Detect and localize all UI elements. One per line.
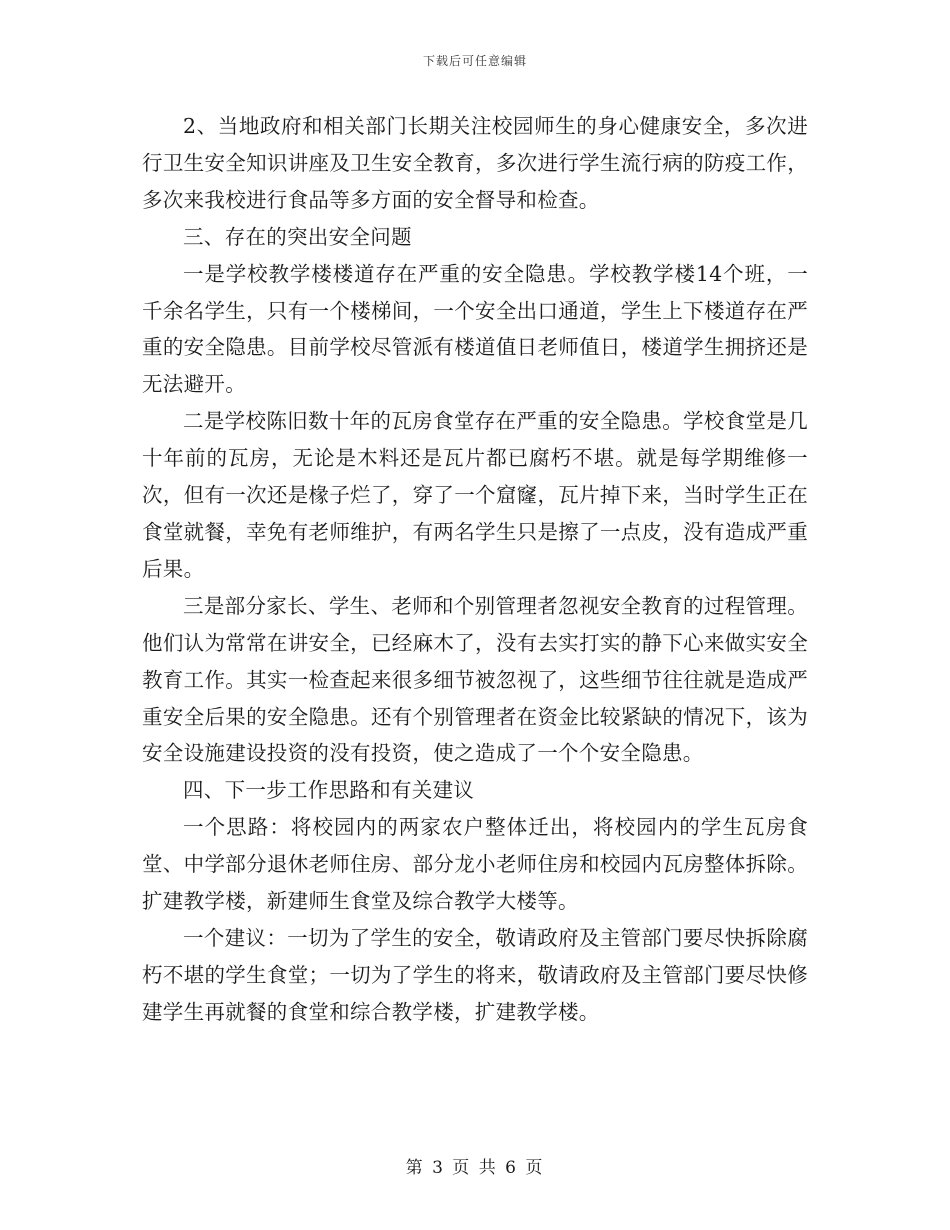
section-heading-4: 四、下一步工作思路和有关建议 (183, 778, 475, 803)
document-body (142, 108, 808, 1031)
section-heading-3: 三、存在的突出安全问题 (183, 224, 412, 249)
paragraph-6: 一个建议：一切为了学生的安全，敬请政府及主管部门要尽快拆除腐朽不堪的学生食堂；一切为了学生的将来，敬请政府及主管部门要尽快修建学生再就餐的食堂和综合教学楼，扩建教学楼。 (142, 925, 808, 1024)
paragraph-1: 2、当地政府和相关部门长期关注校园师生的身心健康安全，多次进行卫生安全知识讲座及卫生安全教育，多次进行学生流行病的防疫工作，多次来我校进行食品等多方面的安全督导和检查。 (142, 114, 808, 212)
paragraph-3: 二是学校陈旧数十年的瓦房食堂存在严重的安全隐患。学校食堂是几十年前的瓦房，无论是木料还是瓦片都已腐朽不堪。就是每学期维修一次，但有一次还是椽子烂了，穿了一个窟窿，瓦片掉下来，当时学生正在食堂就餐，幸免有老师维护，有两名学生只是擦了一点皮，没有造成严重后果。 (142, 409, 808, 581)
page-number-footer: 第 3 页 共 6 页 (405, 1158, 545, 1178)
page-header: 下载后可任意编辑 (422, 54, 527, 68)
paragraph-5: 一个思路：将校园内的两家农户整体迁出，将校园内的学生瓦房食堂、中学部分退休老师住房、部分龙小老师住房和校园内瓦房整体拆除。扩建教学楼，新建师生食堂及综合教学大楼等。 (142, 815, 808, 914)
paragraph-2: 一是学校教学楼楼道存在严重的安全隐患。学校教学楼14个班，一千余名学生，只有一个楼梯间，一个安全出口通道，学生上下楼道存在严重的安全隐患。目前学校尽管派有楼道值日老师值日，楼道学生拥挤还是无法避开。 (142, 261, 808, 397)
paragraph-4: 三是部分家长、学生、老师和个别管理者忽视安全教育的过程管理。他们认为常常在讲安全，已经麻木了，没有去实打实的静下心来做实安全教育工作。其实一检查起来很多细节被忽视了，这些细节往往就是造成严重安全后果的安全隐患。还有个别管理者在资金比较紧缺的情况下，该为安全设施建设投资的没有投资，使之造成了一个个安全隐患。 (142, 593, 808, 766)
